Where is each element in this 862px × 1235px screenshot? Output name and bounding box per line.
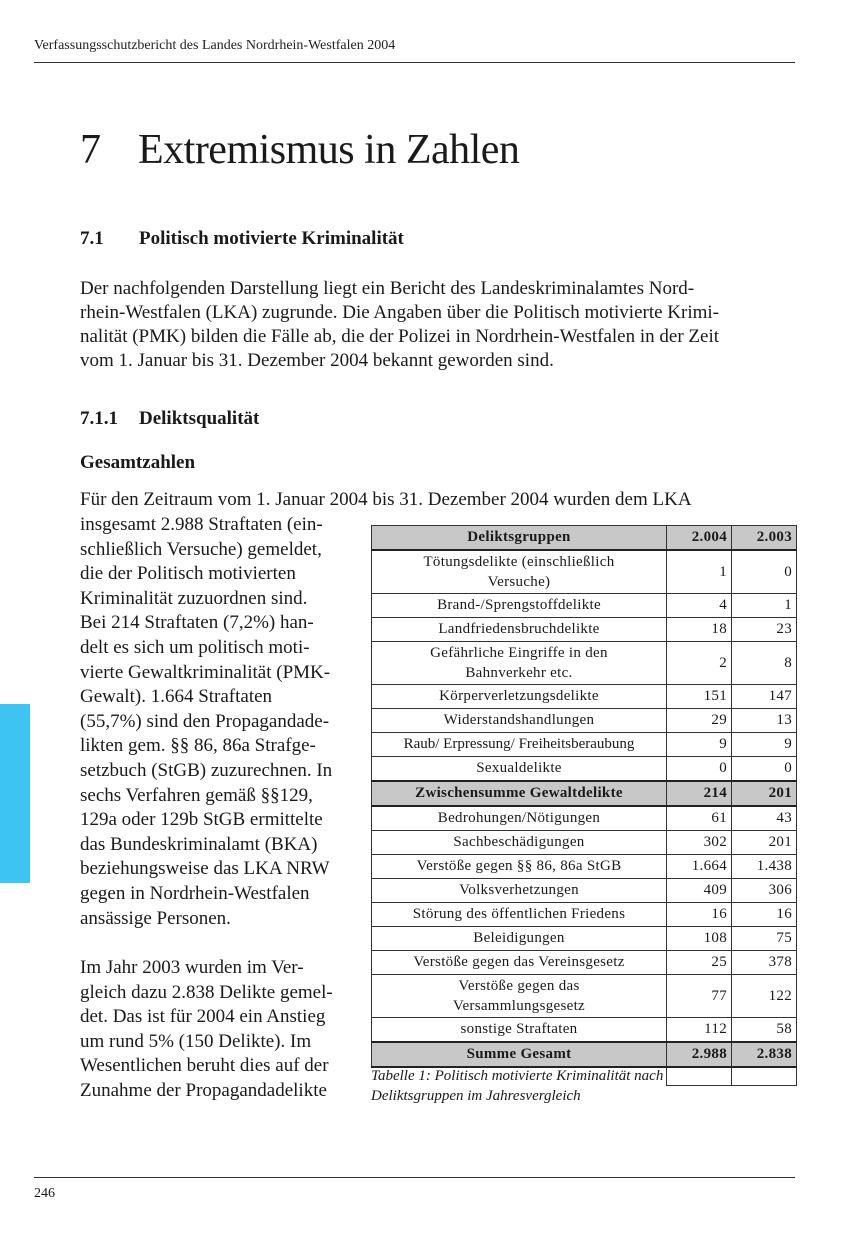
table-row	[372, 642, 797, 685]
row-value-2003: 1	[732, 594, 797, 618]
text-line: rhein-Westfalen (LKA) zugrunde. Die Angaben über die Politisch motivierte Krimi-	[80, 302, 720, 323]
category-line: Versuche)	[487, 574, 551, 590]
row-category	[372, 642, 667, 685]
row-category: Raub/ Erpressung/ Freiheitsberaubung	[372, 733, 667, 757]
table-row	[372, 975, 797, 1018]
text-line: vom 1. Januar bis 31. Dezember 2004 bekannt geworden sind.	[80, 350, 554, 371]
category-line: Verstöße gegen das	[458, 978, 580, 994]
row-category: Landfriedensbruchdelikte	[372, 618, 667, 642]
row-category: Sexualdelikte	[372, 757, 667, 782]
text-line: insgesamt 2.988 Straftaten (ein-	[80, 514, 323, 535]
row-value-2003: 122	[732, 975, 797, 1018]
subsection-number: 7.1.1	[80, 408, 118, 429]
caption-line: Tabelle 1: Politisch motivierte Kriminalität nach	[371, 1068, 664, 1084]
running-head: Verfassungsschutzbericht des Landes Nordrhein-Westfalen 2004	[34, 38, 396, 53]
table-header-row	[372, 526, 797, 551]
text-line: Wesentlichen beruht dies auf der	[80, 1055, 329, 1077]
table-row	[372, 855, 797, 879]
row-category: Körperverletzungsdelikte	[372, 685, 667, 709]
row-value-2003: 75	[732, 927, 797, 951]
table-row	[372, 831, 797, 855]
row-value-2004: 0	[667, 757, 732, 782]
text-line: setzbuch (StGB) zuzurechnen. In	[80, 759, 333, 781]
text-line: schließlich Versuche) gemeldet,	[80, 538, 322, 560]
text-line: beziehungsweise das LKA NRW	[80, 858, 330, 880]
row-value-2003: 0	[732, 550, 797, 594]
table-row	[372, 594, 797, 618]
row-value-2003: 201	[732, 831, 797, 855]
table-row	[372, 685, 797, 709]
header-category: Deliktsgruppen	[372, 526, 667, 551]
row-value-2003: 13	[732, 709, 797, 733]
crime-statistics-table	[371, 525, 797, 1086]
row-category	[372, 975, 667, 1018]
row-value-2004: 1	[667, 550, 732, 594]
category-line: Tötungsdelikte (einschließlich	[423, 554, 615, 570]
subtotal-2004: 214	[667, 781, 732, 806]
category-line: Gefährliche Eingriffe in den	[430, 645, 608, 661]
row-value-2003: 147	[732, 685, 797, 709]
subheading: Gesamtzahlen	[80, 452, 196, 473]
row-value-2004: 1.664	[667, 855, 732, 879]
total-2003: 2.838	[732, 1042, 797, 1067]
footer-rule	[34, 1177, 795, 1178]
category-line: Versammlungsgesetz	[452, 998, 586, 1014]
total-label: Summe Gesamt	[372, 1042, 667, 1067]
row-value-2003: 43	[732, 806, 797, 831]
row-category: Verstöße gegen das Vereinsgesetz	[372, 951, 667, 975]
text-line: Im Jahr 2003 wurden im Ver-	[80, 957, 304, 978]
row-category: Bedrohungen/Nötigungen	[372, 806, 667, 831]
row-value-2004: 9	[667, 733, 732, 757]
body-column-paragraph-2	[80, 956, 365, 1104]
text-line: gleich dazu 2.838 Delikte gemel-	[80, 981, 333, 1003]
row-category: Volksverhetzungen	[372, 879, 667, 903]
chapter-title: Extremismus in Zahlen	[138, 127, 520, 173]
row-category: sonstige Straftaten	[372, 1018, 667, 1043]
table-row	[372, 709, 797, 733]
chapter-number: 7	[80, 127, 101, 173]
text-line: ansässige Personen.	[80, 907, 231, 929]
row-value-2003: 58	[732, 1018, 797, 1043]
row-category: Sachbeschädigungen	[372, 831, 667, 855]
text-line: nalität (PMK) bilden die Fälle ab, die der Polizei in Nordrhein-Westfalen in der Zeit	[80, 326, 720, 347]
text-line: 129a oder 129b StGB ermittelte	[80, 809, 323, 831]
text-line: det. Das ist für 2004 ein Anstieg	[80, 1006, 326, 1028]
row-category: Beleidigungen	[372, 927, 667, 951]
text-line: (55,7%) sind den Propagandade-	[80, 710, 330, 732]
table-row	[372, 903, 797, 927]
row-category: Brand-/Sprengstoffdelikte	[372, 594, 667, 618]
subsection-title: Deliktsqualität	[139, 408, 260, 429]
row-category: Verstöße gegen §§ 86, 86a StGB	[372, 855, 667, 879]
header-rule	[34, 62, 795, 63]
row-value-2004: 61	[667, 806, 732, 831]
intro-paragraph	[80, 277, 785, 373]
caption-line: Deliktsgruppen im Jahresvergleich	[371, 1088, 581, 1104]
header-year-2003: 2.003	[732, 526, 797, 551]
category-line: Bahnverkehr etc.	[465, 665, 573, 681]
row-category: Störung des öffentlichen Friedens	[372, 903, 667, 927]
table-row	[372, 879, 797, 903]
text-line: delt es sich um politisch moti-	[80, 636, 310, 658]
row-value-2004: 29	[667, 709, 732, 733]
text-line: gegen in Nordrhein-Westfalen	[80, 882, 310, 904]
row-value-2004: 2	[667, 642, 732, 685]
section-title: Politisch motivierte Kriminalität	[139, 228, 404, 249]
total-row	[372, 1042, 797, 1067]
text-line: Bei 214 Straftaten (7,2%) han-	[80, 612, 314, 634]
page-number: 246	[34, 1186, 55, 1201]
table-row	[372, 757, 797, 782]
text-line: Zunahme der Propagandadelikte	[80, 1079, 327, 1101]
table-row	[372, 733, 797, 757]
table-row	[372, 927, 797, 951]
row-value-2004: 108	[667, 927, 732, 951]
text-line: das Bundeskriminalamt (BKA)	[80, 833, 318, 855]
table-row	[372, 618, 797, 642]
table-row	[372, 1018, 797, 1043]
row-value-2004: 77	[667, 975, 732, 1018]
row-value-2003: 23	[732, 618, 797, 642]
subtotal-2003: 201	[732, 781, 797, 806]
row-value-2004: 112	[667, 1018, 732, 1043]
row-value-2003: 378	[732, 951, 797, 975]
text-line: vierte Gewaltkriminalität (PMK-	[80, 661, 331, 683]
row-value-2003: 16	[732, 903, 797, 927]
row-value-2004: 151	[667, 685, 732, 709]
header-year-2004: 2.004	[667, 526, 732, 551]
text-line: Gewalt). 1.664 Straftaten	[80, 686, 273, 708]
section-heading	[80, 228, 404, 250]
text-line: die der Politisch motivierten	[80, 563, 296, 585]
text-line: um rund 5% (150 Delikte). Im	[80, 1030, 312, 1052]
row-value-2003: 0	[732, 757, 797, 782]
section-number: 7.1	[80, 228, 104, 249]
row-value-2004: 18	[667, 618, 732, 642]
side-color-tab	[0, 704, 30, 883]
subtotal-row	[372, 781, 797, 806]
row-category	[372, 550, 667, 594]
row-value-2004: 409	[667, 879, 732, 903]
chapter-heading	[80, 126, 519, 174]
table-caption	[371, 1066, 791, 1106]
row-value-2003: 1.438	[732, 855, 797, 879]
row-value-2003: 8	[732, 642, 797, 685]
table-row	[372, 951, 797, 975]
total-2004: 2.988	[667, 1042, 732, 1067]
body-column-paragraph-1	[80, 513, 365, 931]
row-value-2004: 302	[667, 831, 732, 855]
row-value-2003: 9	[732, 733, 797, 757]
row-value-2004: 4	[667, 594, 732, 618]
subsection-heading	[80, 408, 259, 430]
subtotal-label: Zwischensumme Gewaltdelikte	[372, 781, 667, 806]
lead-line: Für den Zeitraum vom 1. Januar 2004 bis 31. Dezember 2004 wurden dem LKA	[80, 489, 692, 510]
text-line: likten gem. §§ 86, 86a Strafge-	[80, 735, 316, 757]
row-value-2003: 306	[732, 879, 797, 903]
table-row	[372, 550, 797, 594]
row-value-2004: 25	[667, 951, 732, 975]
row-category: Widerstandshandlungen	[372, 709, 667, 733]
text-line: Kriminalität zuzuordnen sind.	[80, 587, 308, 609]
row-value-2004: 16	[667, 903, 732, 927]
text-line: sechs Verfahren gemäß §§129,	[80, 784, 313, 806]
table-row	[372, 806, 797, 831]
text-line: Der nachfolgenden Darstellung liegt ein Bericht des Landeskriminalamtes Nord-	[80, 278, 695, 299]
